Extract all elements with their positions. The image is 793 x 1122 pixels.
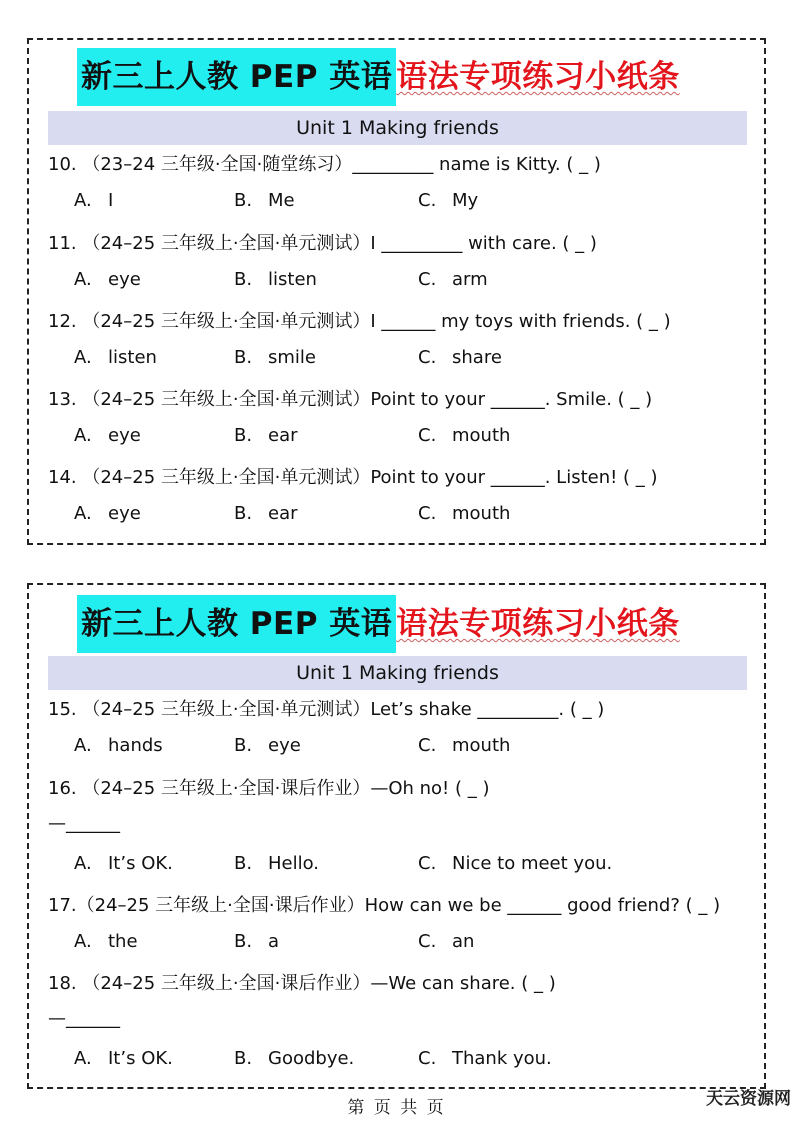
title-red-text: 语法专项练习小纸条 [396, 606, 680, 642]
watermark: 天云资源网 [706, 1089, 791, 1109]
answer-line-16[interactable]: —______ [48, 813, 120, 834]
question-10: 10. （23–24 三年级·全国·随堂练习）_________ name is Kitty. ( _ ) [48, 154, 601, 175]
options-18 [74, 1048, 734, 1074]
worksheet-card-1 [27, 38, 766, 545]
unit-heading: Unit 1 Making friends [48, 111, 747, 145]
option-c[interactable]: C. mouth [418, 425, 511, 446]
options-13 [74, 425, 734, 451]
title-highlight: 新三上人教 PEP 英语 [77, 595, 396, 653]
question-12: 12. （24–25 三年级上·全国·单元测试）I ______ my toys with friends. ( _ ) [48, 311, 671, 332]
options-12 [74, 347, 734, 373]
option-b[interactable]: B. Me [234, 190, 295, 211]
option-b[interactable]: B. ear [234, 503, 298, 524]
page-footer: 第 页 共 页 [347, 1098, 446, 1118]
question-11: 11. （24–25 三年级上·全国·单元测试）I _________ with care. ( _ ) [48, 233, 597, 254]
options-11 [74, 269, 734, 295]
option-b[interactable]: B. listen [234, 269, 317, 290]
option-a[interactable]: A. eye [74, 269, 141, 290]
option-a[interactable]: A. hands [74, 735, 163, 756]
option-b[interactable]: B. Goodbye. [234, 1048, 355, 1069]
options-17 [74, 931, 734, 957]
option-c[interactable]: C. Thank you. [418, 1048, 552, 1069]
question-15: 15. （24–25 三年级上·全国·单元测试）Let’s shake _________. ( _ ) [48, 699, 605, 720]
title-red-text: 语法专项练习小纸条 [396, 59, 680, 95]
question-17: 17.（24–25 三年级上·全国·课后作业）How can we be ______ good friend? ( _ ) [48, 895, 721, 916]
option-c[interactable]: C. an [418, 931, 475, 952]
question-18: 18. （24–25 三年级上·全国·课后作业）—We can share. ( _ ) [48, 973, 556, 994]
question-14: 14. （24–25 三年级上·全国·单元测试）Point to your ______. Listen! ( _ ) [48, 467, 658, 488]
unit-heading: Unit 1 Making friends [48, 656, 747, 690]
question-16: 16. （24–25 三年级上·全国·课后作业）—Oh no! ( _ ) [48, 778, 490, 799]
option-c[interactable]: C. arm [418, 269, 488, 290]
worksheet-card-2 [27, 583, 766, 1089]
options-14 [74, 503, 734, 529]
option-a[interactable]: A. It’s OK. [74, 853, 173, 874]
option-a[interactable]: A. It’s OK. [74, 1048, 173, 1069]
option-a[interactable]: A. listen [74, 347, 157, 368]
option-b[interactable]: B. a [234, 931, 280, 952]
option-a[interactable]: A. eye [74, 503, 141, 524]
card-title [77, 48, 747, 106]
option-c[interactable]: C. mouth [418, 503, 511, 524]
question-13: 13. （24–25 三年级上·全国·单元测试）Point to your ______. Smile. ( _ ) [48, 389, 653, 410]
option-c[interactable]: C. mouth [418, 735, 511, 756]
answer-line-18[interactable]: —______ [48, 1008, 120, 1029]
option-b[interactable]: B. eye [234, 735, 301, 756]
option-c[interactable]: C. share [418, 347, 502, 368]
option-b[interactable]: B. smile [234, 347, 316, 368]
card-title [77, 595, 747, 653]
option-c[interactable]: C. My [418, 190, 479, 211]
option-a[interactable]: A. eye [74, 425, 141, 446]
option-b[interactable]: B. ear [234, 425, 298, 446]
options-16 [74, 853, 734, 879]
option-c[interactable]: C. Nice to meet you. [418, 853, 613, 874]
title-highlight: 新三上人教 PEP 英语 [77, 48, 396, 106]
options-10 [74, 190, 734, 216]
option-b[interactable]: B. Hello. [234, 853, 320, 874]
option-a[interactable]: A. the [74, 931, 138, 952]
option-a[interactable]: A. I [74, 190, 114, 211]
options-15 [74, 735, 734, 761]
